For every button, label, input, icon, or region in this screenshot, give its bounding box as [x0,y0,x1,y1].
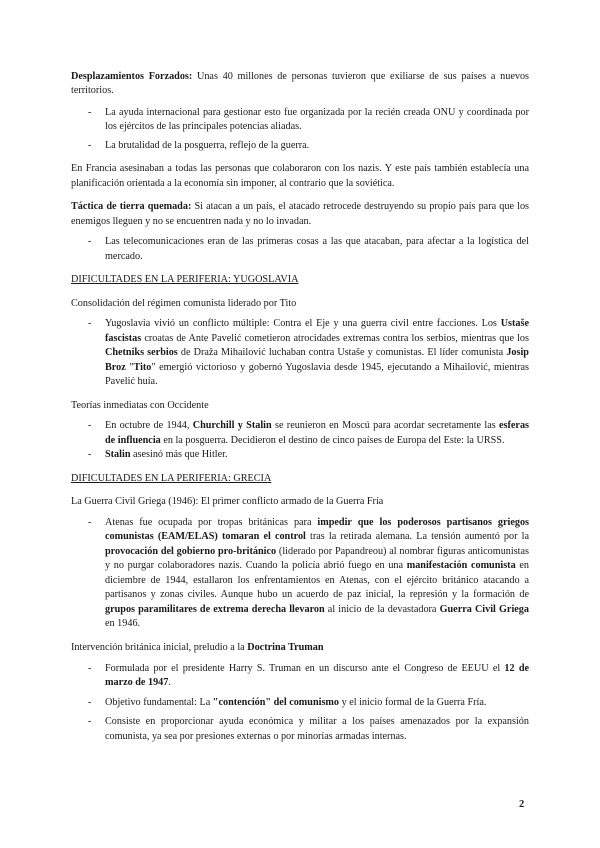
bold-text: esferas de influencia [105,420,530,446]
bullet-item [88,696,529,710]
section-heading [71,472,529,486]
text-run: Objetivo fundamental: La [105,696,213,708]
bullet-dash: - [88,318,92,330]
bold-text: Táctica de tierra quemada: [71,201,192,213]
bullet-item [88,139,529,153]
bold-text: provocación del gobierno pro-británico [105,545,277,557]
paragraph [71,162,529,191]
text-run: En octubre de 1944, [105,420,193,432]
bold-text: Doctrina Truman [247,641,324,653]
bullet-item [88,715,529,744]
bold-text: grupos paramilitares de extrema derecha llevaron [105,603,325,615]
bullet-text [105,715,529,744]
bold-text: Churchill y Stalin [192,420,272,432]
text-run: en 1946. [105,618,141,630]
bold-text: Desplazamientos Forzados: [71,71,193,82]
paragraph [71,200,529,229]
bullet-text [105,516,529,632]
section-heading [71,273,529,287]
text-run: " [125,361,134,373]
bold-text: Guerra Civil Griega [439,603,529,615]
page-content [71,70,529,744]
text-run: Consiste en proporcionar ayuda económica y militar a los países amenazados por la expansión comunista, ya sea por presiones externas o por minorías armadas internas. [105,716,529,742]
text-run: Yugoslavia vivió un conflicto múltiple: Contra el Eje y una guerra civil entre facciones. Los [105,318,501,330]
bullet-text [105,139,529,153]
paragraph [71,70,529,99]
bold-text: Chetniks serbios [105,347,178,359]
text-run: Formulada por el presidente Harry S. Truman en un discurso ante el Congreso de EEUU el [105,662,505,674]
text-run: en diciembre de 1944, estallaron los enfrentamientos en Atenas, con el ejército británico atacando a partisanos y zonas civiles. Aunque hubo un acuerdo de paz inicial, la represión y la formación de [105,560,529,601]
text-run: Las telecomunicaciones eran de las primeras cosas a las que atacaban, para afectar a la logística del mercado. [105,236,529,262]
text-run: Intervención británica inicial, preludio a la [71,641,248,653]
bullet-dash: - [88,516,92,528]
bullet-dash: - [88,716,92,728]
bullet-text [105,106,529,135]
bold-text: manifestación comunista [406,560,516,572]
page-number: 2 [519,799,525,810]
bold-text: Tito [133,361,152,373]
bullet-dash: - [88,449,92,461]
bullet-text [105,317,529,389]
bullet-item [88,662,529,691]
text-run: en la posguerra. Decidieron el destino de cinco países de Europa del Este: la URSS. [160,434,505,446]
bold-text: impedir que los poderosos partisanos griegos comunistas (EAM/ELAS) tomaran el control [105,516,529,543]
text-run: asesinó más que Hitler. [130,449,228,461]
text-run: La brutalidad de la posguerra, reflejo de la guerra. [105,139,310,151]
paragraph [71,297,529,311]
text-run: Atenas fue ocupada por tropas británicas para [105,516,318,528]
text-run: DIFICULTADES EN LA PERIFERIA: GRECIA [71,472,272,484]
bullet-item [88,419,529,448]
text-run: " emergió victorioso y gobernó Yugoslavia desde 1945, ejecutando a Mihailović, mientras Pavelić huía. [105,361,529,388]
text-run: En Francia asesinaban a todas las personas que colaboraron con los nazis. Y este país también establecía una planificación orientada a la economía sin imponer, al contrario que la soviética. [71,163,529,189]
bullet-dash: - [88,106,92,118]
text-run: La ayuda internacional para gestionar esto fue organizada por la recién creada ONU y coordinada por los ejércitos de las principales potencias aliadas. [105,106,529,133]
bold-text: Josip Broz [105,347,529,373]
text-run: La Guerra Civil Griega (1946): El primer conflicto armado de la Guerra Fría [71,496,384,508]
paragraph [71,641,529,655]
bullet-dash: - [88,139,92,151]
bullet-text [105,662,529,691]
bullet-text [105,696,529,710]
bold-text: Ustaše fascistas [105,318,529,344]
text-run: DIFICULTADES EN LA PERIFERIA: YUGOSLAVIA [71,274,299,286]
text-run: Si atacan a un país, el atacado retrocede destruyendo su propio país para que los enemigos lleguen y no se encuentren nada y no lo invadan. [71,201,530,227]
text-run: Consolidación del régimen comunista liderado por Tito [71,297,297,309]
bullet-item [88,516,529,632]
text-run: Teorías inmediatas con Occidente [71,399,209,411]
bold-text: 12 de marzo de 1947 [105,662,530,689]
text-run: Unas 40 millones de personas tuvieron que exiliarse de sus países a nuevos territorios. [71,71,529,97]
bullet-dash: - [88,420,92,432]
bullet-text [105,448,529,462]
paragraph [71,399,529,413]
bold-text: Stalin [105,449,131,461]
bullet-dash: - [88,662,92,674]
bullet-dash: - [88,236,92,248]
text-run: . [168,677,171,689]
text-run: de Draža Mihailović luchaban contra Ustaše y comunistas. El líder comunista [177,347,507,359]
bullet-dash: - [88,696,92,708]
text-run: al inicio de la devastadora [324,603,440,615]
text-run: tras la retirada alemana. La tensión aumentó por la [305,531,529,543]
bullet-item [88,317,529,389]
bullet-text [105,235,529,264]
text-run: se reunieron en Moscú para acordar secretamente las [271,420,500,432]
bullet-item [88,235,529,264]
bullet-item [88,106,529,135]
text-run: (liderado por Papandreou) al nombrar figuras anticomunistas y no purgar colaboradores nazis. Cuando la policía abrió fuego en una [105,545,529,572]
bullet-text [105,419,529,448]
bullet-item [88,448,529,462]
bold-text: "contención" del comunismo [212,696,340,708]
text-run: y el inicio formal de la Guerra Fría. [339,696,487,708]
text-run: croatas de Ante Pavelić cometieron atrocidades extremas contra los serbios, mientras que los [141,332,529,344]
paragraph [71,495,529,509]
